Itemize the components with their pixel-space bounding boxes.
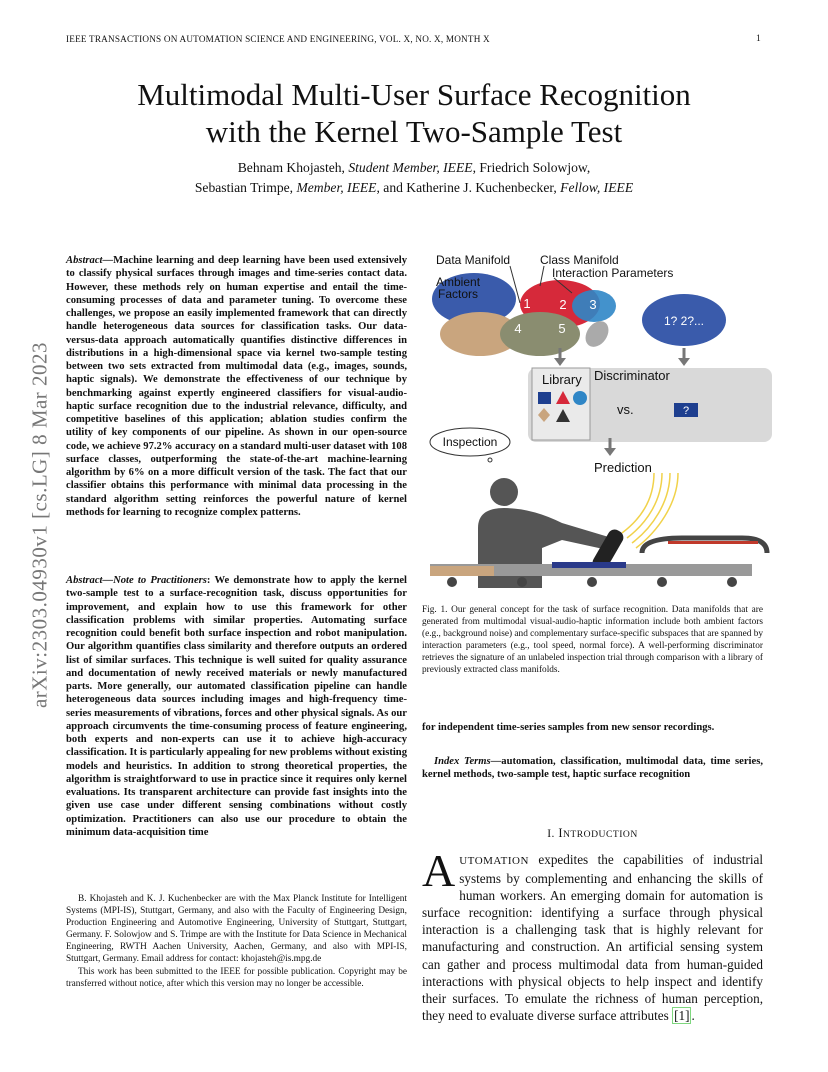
drop-cap: A	[422, 845, 456, 896]
lib-item-1	[538, 392, 551, 404]
intro-text: expedites the capabilities of industrial systems by complementing and enhancing the skills of human workers. An emerging domain for automation is surface recognition: identifying a surface through physical interaction is a challenging task that is highly relevant for manufacturing and construction. An artificial sensing system can gather and process multimodal data from human-guided interactions with physical objects to help inspect and identify their surfaces. To emulate the richness of human perception, they need to evaluate diverse surface attributes	[422, 852, 763, 1023]
index-terms-text: —automation, classification, multimodal data, time series, kernel methods, two-sample test, haptic surface recognition	[422, 756, 763, 781]
lib-item-3	[573, 391, 587, 405]
practitioners-continued: for independent time-series samples from new sensor recordings.	[422, 722, 715, 733]
footnote-copyright: This work has been submitted to the IEEE for possible publication. Copyright may be transferred without notice, after which this version may no longer be accessible.	[66, 966, 407, 989]
query-label: ?	[682, 405, 690, 417]
label-2: 2	[559, 297, 567, 312]
prediction-label: Prediction	[594, 460, 652, 475]
practitioners-label: Abstract—Note to Practitioners	[66, 575, 207, 586]
title-line-2: with the Kernel Two-Sample Test	[205, 114, 623, 149]
class-manifold-label: Class Manifold	[540, 253, 619, 267]
label-4: 4	[514, 321, 522, 336]
arxiv-sidebar	[20, 290, 60, 760]
page-number: 1	[756, 34, 761, 44]
label-3: 3	[589, 297, 597, 312]
author-3: Sebastian Trimpe,	[194, 180, 297, 195]
inspection-label: Inspection	[442, 435, 498, 449]
author-2: , Friedrich Solowjow,	[472, 160, 591, 175]
unknown-label: 1? 2?...	[663, 314, 705, 328]
figure-1	[422, 248, 772, 593]
discriminator-label: Discriminator	[594, 368, 670, 383]
title-line-1: Multimodal Multi-User Surface Recognition	[137, 77, 691, 112]
arxiv-id: arXiv:2303.04930v1 [cs.LG] 8 Mar 2023	[27, 341, 52, 709]
library-label: Library	[542, 372, 582, 387]
figure-caption	[422, 604, 763, 677]
return-belt	[642, 538, 767, 553]
label-1: 1	[523, 296, 531, 311]
paper-title	[66, 76, 762, 150]
section-heading-introduction: I. INTRODUCTION	[547, 826, 638, 840]
author-list	[66, 158, 762, 198]
concept-illustration	[422, 248, 772, 593]
intro-lead: UTOMATION	[459, 855, 529, 867]
introduction-paragraph: AUTOMATION expedites the capabilities of industrial systems by complementing and enhancing the skills of human workers. An emerging domain for automation is surface recognition: identifying a surface through physical interaction is a challenging task that is highly relevant for manufacturing and construction. An artificial sensing system can gather and process multimodal data from human-guided interactions with physical objects to help inspect and identify their surfaces. To emulate the richness of human perception, they need to evaluate diverse surface attributes [1] .	[422, 845, 763, 1023]
label-5: 5	[558, 321, 566, 336]
index-terms-label: Index Terms	[434, 756, 491, 767]
abstract	[66, 254, 407, 519]
person-head	[490, 478, 518, 506]
author-3-role: Member, IEEE	[296, 180, 377, 195]
author-4-role: Fellow, IEEE	[560, 180, 634, 195]
blob-5	[500, 312, 580, 356]
abstract-label: Abstract	[66, 255, 103, 266]
author-4: , and Katherine J. Kuchenbecker,	[376, 180, 561, 195]
author-1: Behnam Khojasteh,	[237, 160, 349, 175]
abstract-text: —Machine learning and deep learning have been used extensively to classify physical surfaces through images and time-series contact data. However, these methods rely on human expertise and entail the time-consuming processes of data and parameter tuning. To overcome these challenges, we propose an easily implemented framework that can directly handle heterogeneous data sources for classification tasks. Our data-versus-data approach automatically quantifies distinctive differences in distributions in a high-dimensional space via kernel two-sample testing between two sets extracted from multimodal data (e.g., images, sounds, haptic signals). We demonstrate the effectiveness of our technique by benchmarking against expertly engineered classifiers for visual-audio-haptic surface recognition due to the industrial relevance, difficulty, and competitive baselines of this application; ablation studies confirm the utility of key components of our pipeline. As shown in our open-source code, we achieve 97.2% accuracy on a standard multi-user dataset with 108 surface classes, outperforming the state-of-the-art machine-learning algorithm by 6% on a more difficult version of the task. The fact that our classifier obtains this performance with minimal data processing in the standard algorithm setting reinforces the powerful nature of kernel methods for learning to recognize complex patterns.	[66, 255, 407, 518]
footnote-affiliations: B. Khojasteh and K. J. Kuchenbecker are with the Max Planck Institute for Intelligent Systems (MPI-IS), Stuttgart, Germany, and also with the Faculty of Engineering Design, Production Engineering and Automotive Engineering, University of Stuttgart, Stuttgart, Germany. F. Solowjow and S. Trimpe are with the Institute for Data Science in Mechanical Engineering, RWTH Aachen University, Aachen, Germany, and also with MPI-IS, Stuttgart, Germany. Email address for contact: khojasteh@is.mpg.de	[66, 894, 407, 965]
author-1-role: Student Member, IEEE	[348, 160, 473, 175]
running-head: IEEE TRANSACTIONS ON AUTOMATION SCIENCE AND ENGINEERING, VOL. X, NO. X, MONTH X	[66, 34, 490, 44]
note-to-practitioners	[66, 574, 407, 839]
interaction-parameters-label: Interaction Parameters	[552, 266, 674, 280]
caption-label: Fig. 1.	[422, 605, 448, 615]
footnote	[66, 893, 407, 990]
data-manifold-label: Data Manifold	[436, 253, 511, 267]
index-terms	[422, 755, 763, 782]
practitioners-text: : We demonstrate how to apply the kernel two-sample test to a surface-recognition task, discuss opportunities for improvement, and explain how to use this framework for other classification problems with similar properties. Automating surface recognition could benefit both surface inspection and robot manipulation. Our algorithm quantifies class similarity and therefore outputs an ordered list of similar surfaces. This technique is well suited for quality assurance and documentation of newly received materials or newly manufactured parts. More generally, our automated classification pipeline can handle heterogeneous data sources including images and high-frequency time-series measurements of vibrations, forces and other physical signals. As our approach circumvents the time-consuming process of feature engineering, both experts and non-experts can use it to achieve high-accuracy classification. It is particularly appealing for new problems without existing models and heuristics. In addition to strong theoretical properties, the algorithm is straightforward to use in practice since it requires only kernel evaluations. Its transparent architecture can provide fast insights into the given use case under different sensing combinations without costly optimization. Practitioners can also use our procedure to obtain the minimum data-acquisition time	[66, 575, 407, 838]
ambient-label: Ambient	[436, 275, 481, 289]
vs-label: vs.	[617, 402, 634, 417]
caption-text: Our general concept for the task of surface recognition. Data manifolds that are generated from multimodal visual-audio-haptic information include both ambient factors (e.g., background noise) and complementary surface-specific subspaces that are spanned by interaction parameters (e.g., tool speed, normal force). A well-performing discriminator retrieves the signature of an unlabeled inspection trial through comparison with a library of previously extracted class manifolds.	[422, 605, 764, 676]
citation-link-1[interactable]: [1]	[674, 1007, 690, 1023]
factors-label: Factors	[438, 287, 479, 301]
